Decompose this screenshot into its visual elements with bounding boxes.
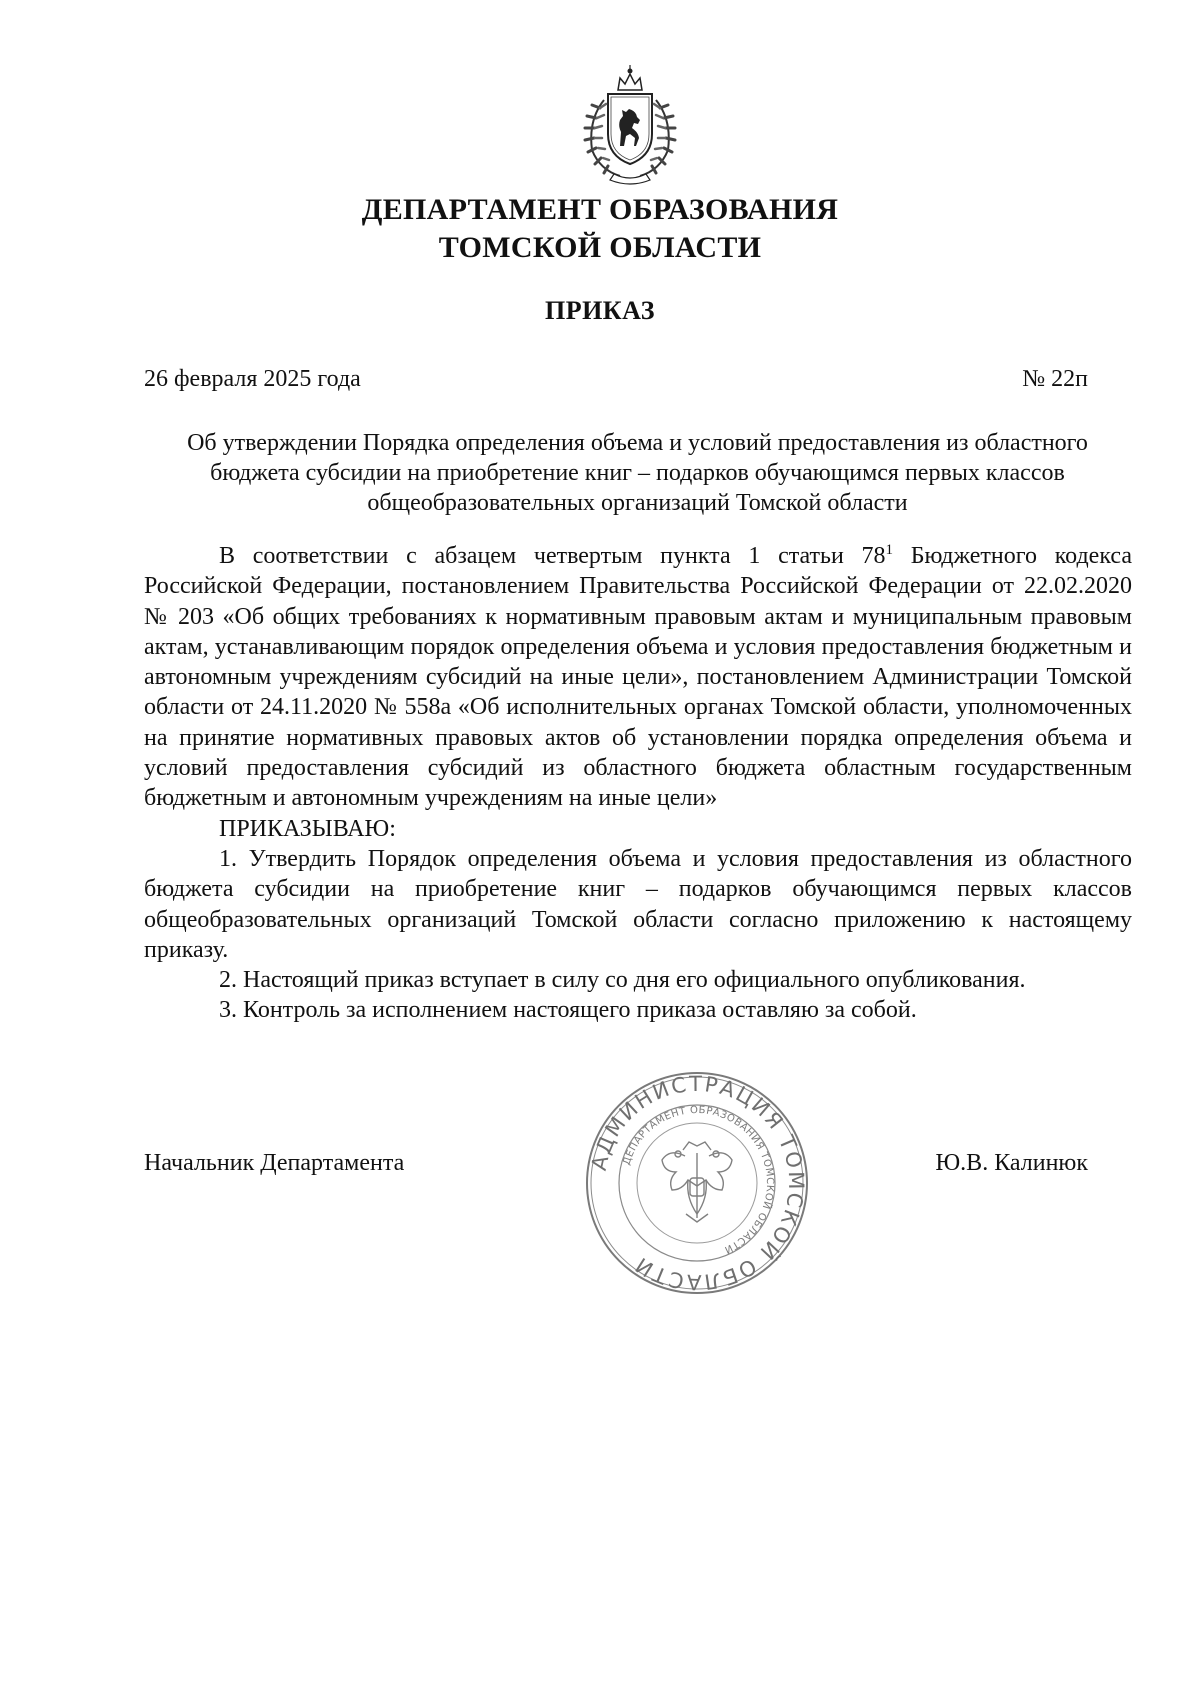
order-body: [144, 541, 1132, 1026]
order-number: № 22п: [1022, 366, 1088, 392]
article-superscript: 1: [885, 542, 894, 558]
preamble-text-part1: В соответствии с абзацем четвертым пункта 1 статьи 78: [219, 543, 886, 569]
signatory-name: Ю.В. Калинюк: [935, 1150, 1088, 1176]
order-subject: Об утверждении Порядка определения объема и условий предоставления из областного бюджета субсидии на приобретение книг – подарков обучающимся первых классов общеобразовательных организаций Томской области: [187, 430, 1088, 516]
signatory-position: Начальник Департамента: [144, 1150, 405, 1176]
order-item-2: 2. Настоящий приказ вступает в силу со дня его официального опубликования.: [219, 967, 1026, 994]
double-headed-eagle-icon: [662, 1142, 732, 1222]
preamble-text-part2: Бюджетного кодекса Российской Федерации, постановлением Правительства Российской Федерации от 22.02.2020 № 203 «Об общих требованиях к нормативным правовым актам и муниципальным правовым актам, устанавливающим порядок определения объема и условия предоставления бюджетным и автономным учреждениям субсидий на иные цели», постановлением Администрации Томской области от 24.11.2020 № 558а «Об исполнительных органах Томской области, уполномоченных на принятие нормативных правовых актов об установлении порядка определения объема и условий предоставления субсидий из областного бюджета областным государственным бюджетным и автономным учреждениям на иные цели»: [144, 543, 1132, 812]
document-type-title: ПРИКАЗ: [544, 296, 656, 325]
department-title-line1: ДЕПАРТАМЕНТ ОБРАЗОВАНИЯ: [361, 193, 839, 226]
seal-outer-text: АДМИНИСТРАЦИЯ ТОМСКОЙ ОБЛАСТИ: [586, 1071, 809, 1295]
order-date: 26 февраля 2025 года: [144, 366, 361, 392]
tomsk-oblast-coat-of-arms-icon: [560, 60, 700, 188]
department-title-line2: ТОМСКОЙ ОБЛАСТИ: [438, 231, 762, 264]
order-item-3: 3. Контроль за исполнением настоящего приказа оставляю за собой.: [219, 997, 917, 1024]
order-word: ПРИКАЗЫВАЮ:: [219, 815, 396, 842]
preamble-paragraph: [144, 541, 1132, 814]
official-stamp-icon: [582, 1068, 812, 1298]
seal-inner-text: ДЕПАРТАМЕНТ ОБРАЗОВАНИЯ ТОМСКОЙ ОБЛАСТИ: [621, 1104, 776, 1256]
order-item-1: 1. Утвердить Порядок определения объема и условия предоставления из областного бюджета субсидии на приобретение книг – подарков обучающимся первых классов общеобразовательных организаций Томской области согласно приложению к настоящему приказу.: [144, 845, 1132, 963]
